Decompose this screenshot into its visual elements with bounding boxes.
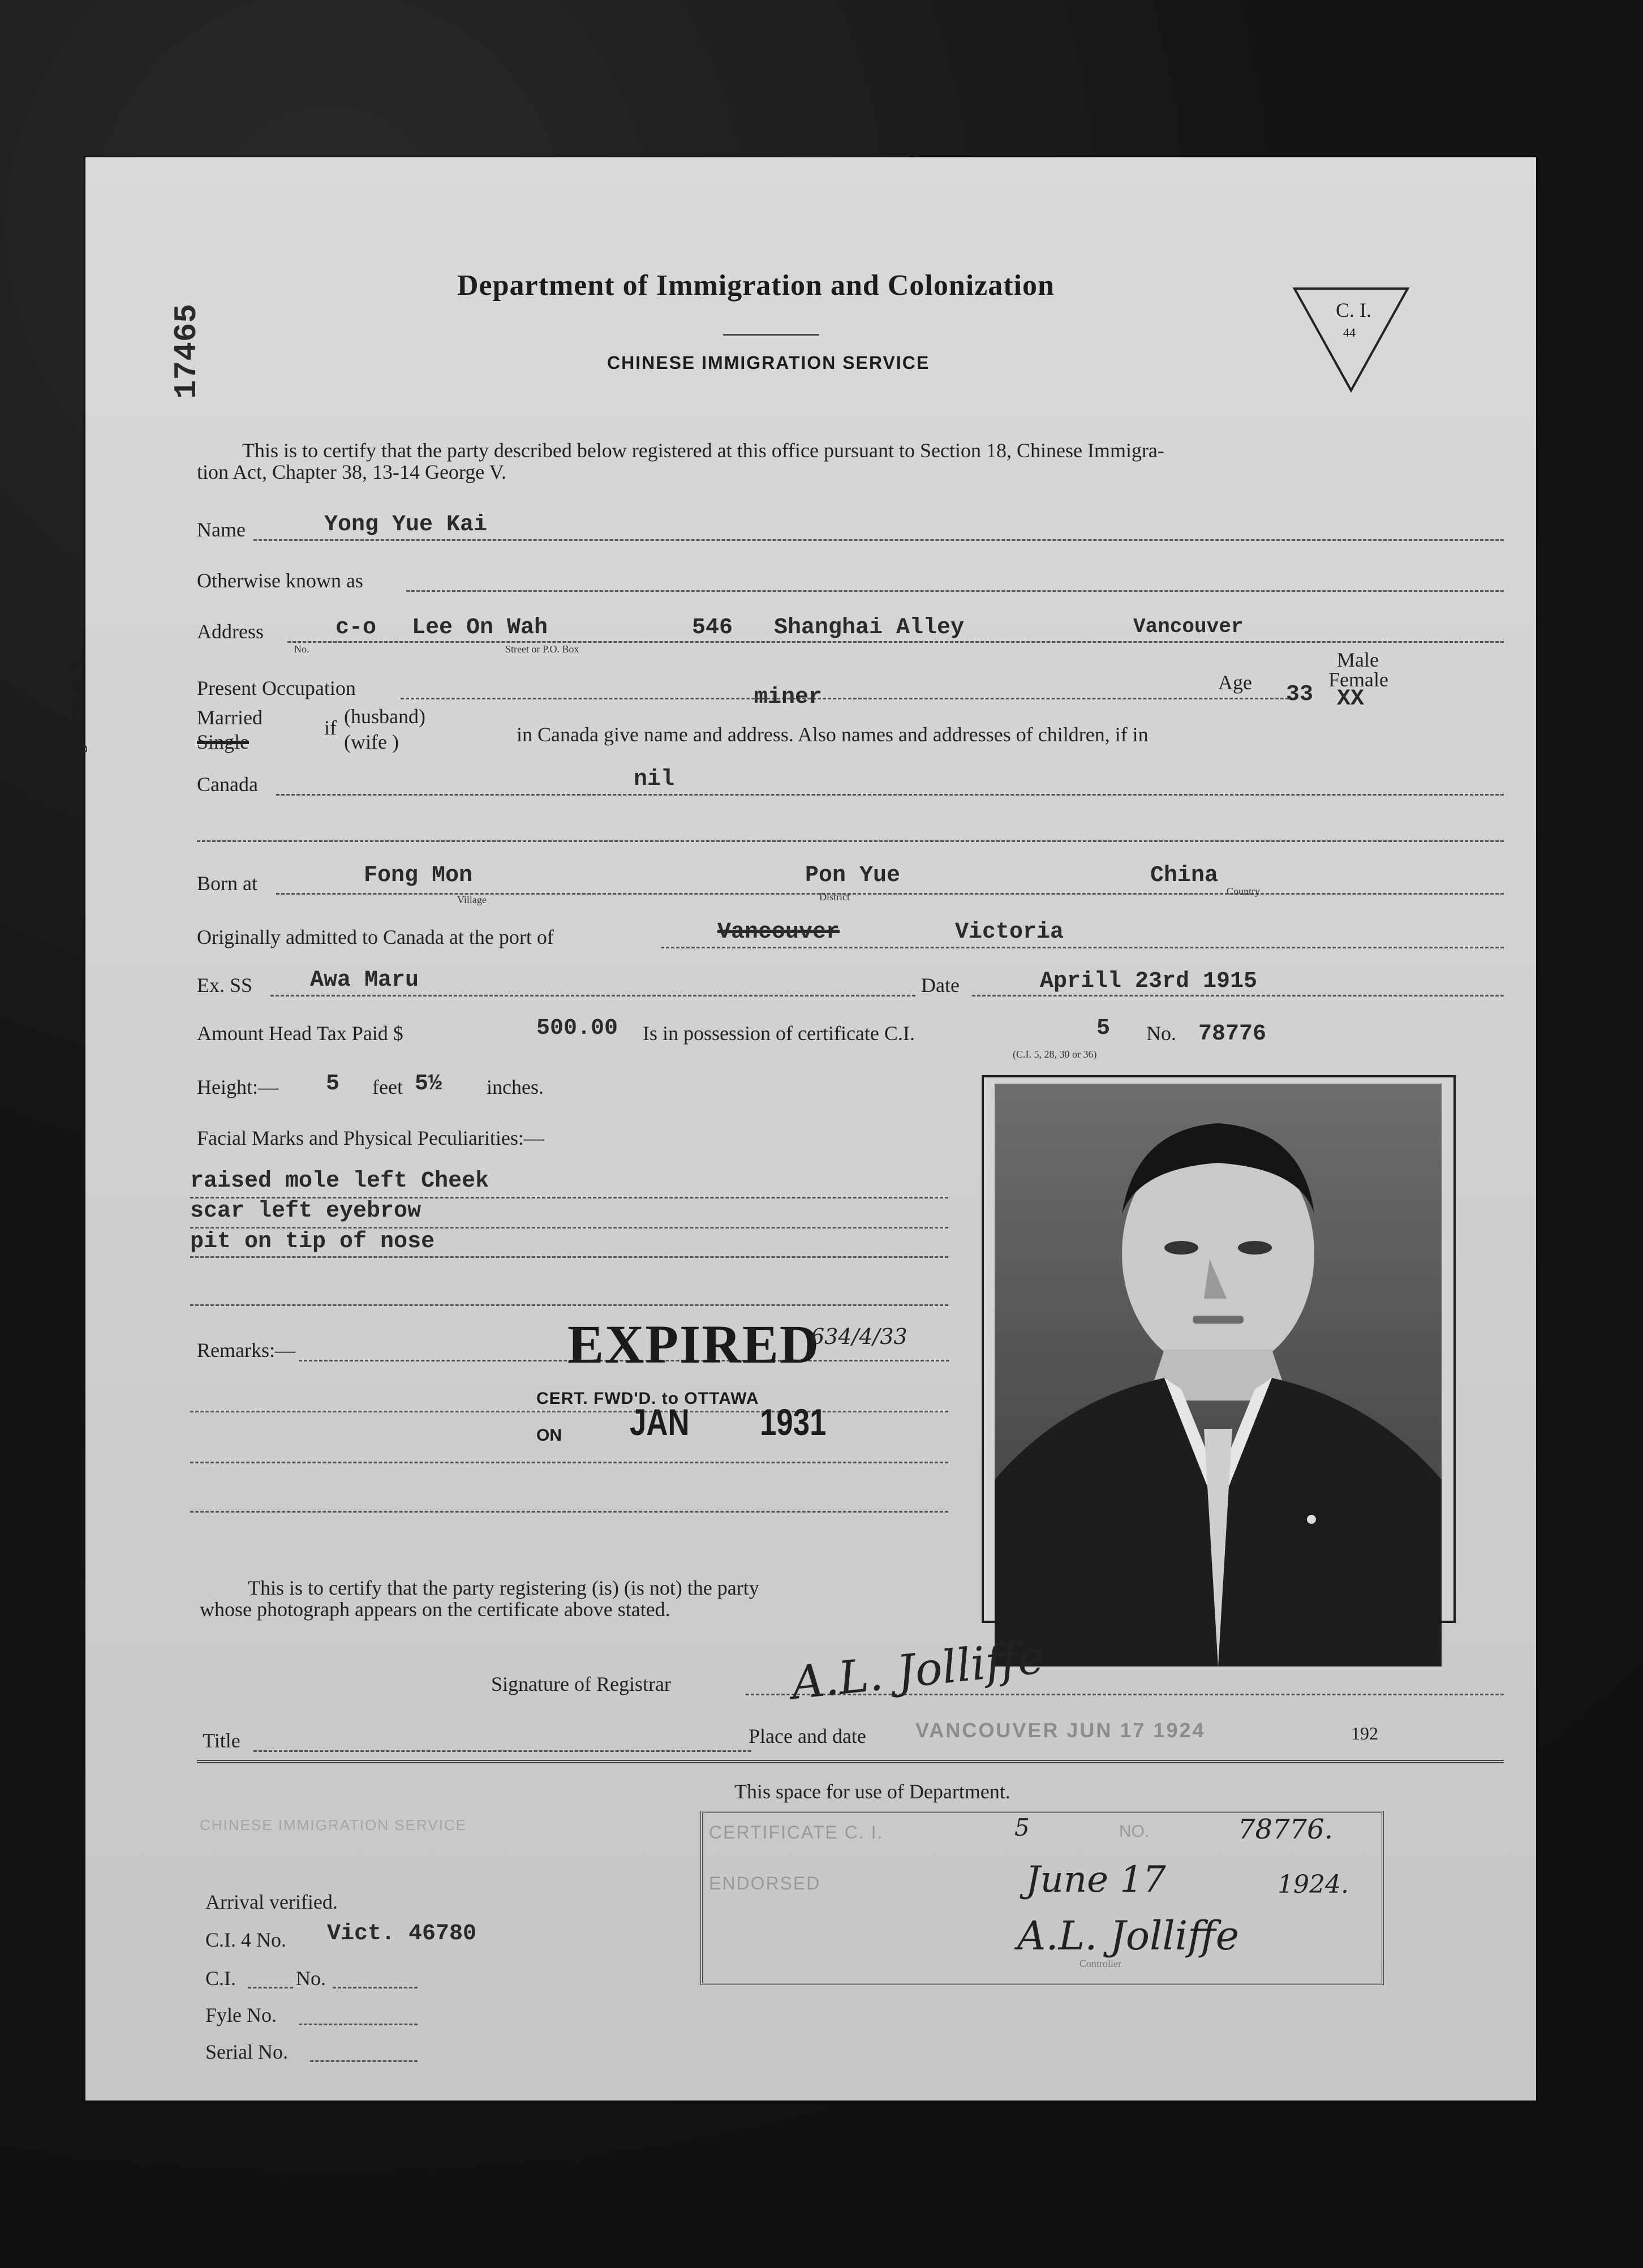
certify-photo-line2: whose photograph appears on the certificate above stated. (200, 1598, 670, 1621)
inches-label: inches. (487, 1076, 544, 1098)
marks-rule-4 (190, 1304, 948, 1306)
address-label: Address (197, 620, 264, 643)
registration-number: 17465 (169, 303, 205, 399)
female-label: Female (1328, 668, 1388, 691)
if-label: if (324, 716, 337, 739)
ci-caption: (C.I. 5, 28, 30 or 36) (1013, 1049, 1097, 1060)
date-line (972, 995, 1504, 996)
height-label: Height:— (197, 1076, 278, 1098)
male-label: Male (1337, 648, 1379, 671)
port-line (661, 947, 1504, 948)
expired-handnote: 634/4/33 (811, 1324, 907, 1349)
date-value: Aprill 23rd 1915 (1040, 969, 1258, 994)
date-label: Date (921, 974, 960, 996)
stamp-on: ON (536, 1426, 562, 1445)
born-country: China (1150, 863, 1219, 888)
address-street-caption: Street or P.O. Box (505, 643, 579, 655)
remarks-rule-2 (190, 1411, 948, 1412)
born-village: Fong Mon (364, 863, 473, 888)
sex-mark: XX (1337, 686, 1365, 712)
department-heading: This space for use of Department. (734, 1780, 1010, 1803)
born-label: Born at (197, 872, 257, 895)
certify-text-line1: This is to certify that the party described below registered at this office pursuant to Section 18, Chinese Immigra- (242, 439, 1164, 462)
fyle-label: Fyle No. (205, 2004, 277, 2026)
service-title: CHINESE IMMIGRATION SERVICE (607, 353, 930, 373)
occupation-line (401, 698, 1289, 699)
ci-number: 78776 (1198, 1021, 1267, 1047)
wife-label: (wife ) (344, 731, 399, 753)
otherwise-line (406, 590, 1504, 592)
married-label: Married (197, 706, 263, 729)
canada-value: nil (634, 767, 675, 792)
ci-value: 5 (1096, 1016, 1111, 1041)
address-line (287, 641, 1504, 643)
possession-label: Is in possession of certificate C.I. (643, 1022, 915, 1045)
cert-ci-value: 5 (1014, 1814, 1030, 1841)
expired-stamp: EXPIRED (567, 1314, 820, 1374)
registration-label: Registration No. (67, 645, 88, 772)
single-label-struck: Single (197, 731, 250, 753)
place-label: Place and date (749, 1725, 866, 1747)
registrant-photo (995, 1084, 1442, 1666)
feet-label: feet (372, 1076, 403, 1098)
port-value: Victoria (955, 920, 1064, 945)
husband-label: (husband) (344, 705, 425, 728)
controller-caption: Controller (1079, 1958, 1121, 1969)
header-rule (723, 334, 819, 336)
canada-label: Canada (197, 773, 258, 796)
marks-rule-3 (190, 1256, 948, 1258)
age-value: 33 (1286, 682, 1314, 707)
ship-value: Awa Maru (310, 968, 419, 993)
certificate-document (67, 156, 1538, 2102)
year-prefix: 192 (1351, 1723, 1378, 1743)
fyle-line (299, 2024, 418, 2025)
cert-label-faded: CERTIFICATE C. I. (709, 1822, 884, 1842)
portrait-icon (995, 1084, 1442, 1666)
remarks-rule-4 (190, 1511, 948, 1513)
canada-line-2 (197, 840, 1504, 842)
arrival-label: Arrival verified. (205, 1891, 338, 1913)
registrar-signature: A.L. Jolliffe (789, 1630, 1047, 1710)
ship-line (270, 995, 915, 996)
address-number: 546 (692, 615, 733, 641)
title-label: Title (203, 1729, 240, 1752)
no-label: No. (1146, 1022, 1176, 1045)
faded-bottom-stamp: CHINESE IMMIGRATION SERVICE (200, 1816, 467, 1833)
signature-label: Signature of Registrar (491, 1673, 671, 1695)
marks-label: Facial Marks and Physical Peculiarities:— (197, 1127, 544, 1149)
occupation-value: miner (754, 685, 823, 710)
port-label: Originally admitted to Canada at the port of (197, 926, 554, 948)
address-city: Vancouver (1133, 615, 1244, 638)
serial-label: Serial No. (205, 2041, 288, 2063)
remarks-label: Remarks:— (197, 1339, 295, 1361)
tax-label: Amount Head Tax Paid $ (197, 1022, 403, 1045)
divider-rule (197, 1760, 1504, 1763)
title-line (253, 1750, 751, 1752)
endorsed-signature: A.L. Jolliffe (1017, 1913, 1240, 1959)
cert-no-label: NO. (1119, 1822, 1150, 1841)
name-line (253, 539, 1504, 541)
ci-label: C.I. (205, 1967, 236, 1990)
address-no: c-o (336, 615, 377, 641)
canada-line (276, 794, 1504, 796)
address-no-caption: No. (294, 643, 309, 655)
name-label: Name (197, 518, 246, 541)
country-caption: Country (1227, 886, 1261, 897)
form-code: C. I. (1336, 299, 1371, 321)
ci-line (248, 1987, 293, 1988)
age-label: Age (1218, 671, 1252, 694)
ci-no-label: No. (296, 1967, 326, 1990)
stamp-month: JAN (630, 1401, 690, 1443)
height-inches: 5½ (415, 1071, 442, 1097)
remarks-rule-3 (190, 1462, 948, 1463)
marks-rule-2 (190, 1227, 948, 1228)
mark-line-3: pit on tip of nose (190, 1229, 435, 1255)
mark-line-1: raised mole left Cheek (190, 1169, 489, 1194)
name-value: Yong Yue Kai (324, 512, 488, 538)
place-stamp: VANCOUVER JUN 17 1924 (915, 1719, 1206, 1742)
endorsed-date: June 17 (1026, 1859, 1166, 1901)
district-caption: District (819, 891, 850, 903)
born-district: Pon Yue (805, 863, 901, 888)
ci4-label: C.I. 4 No. (205, 1928, 286, 1951)
ship-label: Ex. SS (197, 974, 253, 996)
address-alley: Shanghai Alley (774, 615, 965, 641)
ci-no-line (333, 1987, 418, 1988)
height-feet: 5 (326, 1071, 340, 1097)
occupation-label: Present Occupation (197, 677, 356, 699)
port-struck: Vancouver (717, 920, 840, 945)
department-title: Department of Immigration and Colonization (457, 269, 1055, 302)
address-street: Lee On Wah (412, 615, 548, 641)
mark-line-2: scar left eyebrow (190, 1199, 421, 1224)
certify-photo-line1: This is to certify that the party registering (is) (is not) the party (248, 1577, 759, 1599)
certify-text-line2: tion Act, Chapter 38, 13-14 George V. (197, 461, 506, 483)
cert-forwarded-stamp: CERT. FWD'D. to OTTAWA (536, 1389, 759, 1408)
village-caption: Village (457, 894, 487, 905)
form-number: 44 (1343, 325, 1356, 340)
endorsed-year: 1924. (1278, 1870, 1349, 1899)
endorsed-label: ENDORSED (709, 1873, 821, 1893)
children-text: in Canada give name and address. Also names and addresses of children, if in (517, 723, 1149, 746)
cert-no-value: 78776. (1238, 1814, 1333, 1845)
tax-value: 500.00 (536, 1016, 618, 1041)
serial-line (310, 2060, 418, 2062)
otherwise-label: Otherwise known as (197, 569, 363, 592)
ci4-value: Vict. 46780 (327, 1921, 477, 1947)
stamp-year: 1931 (760, 1401, 827, 1443)
